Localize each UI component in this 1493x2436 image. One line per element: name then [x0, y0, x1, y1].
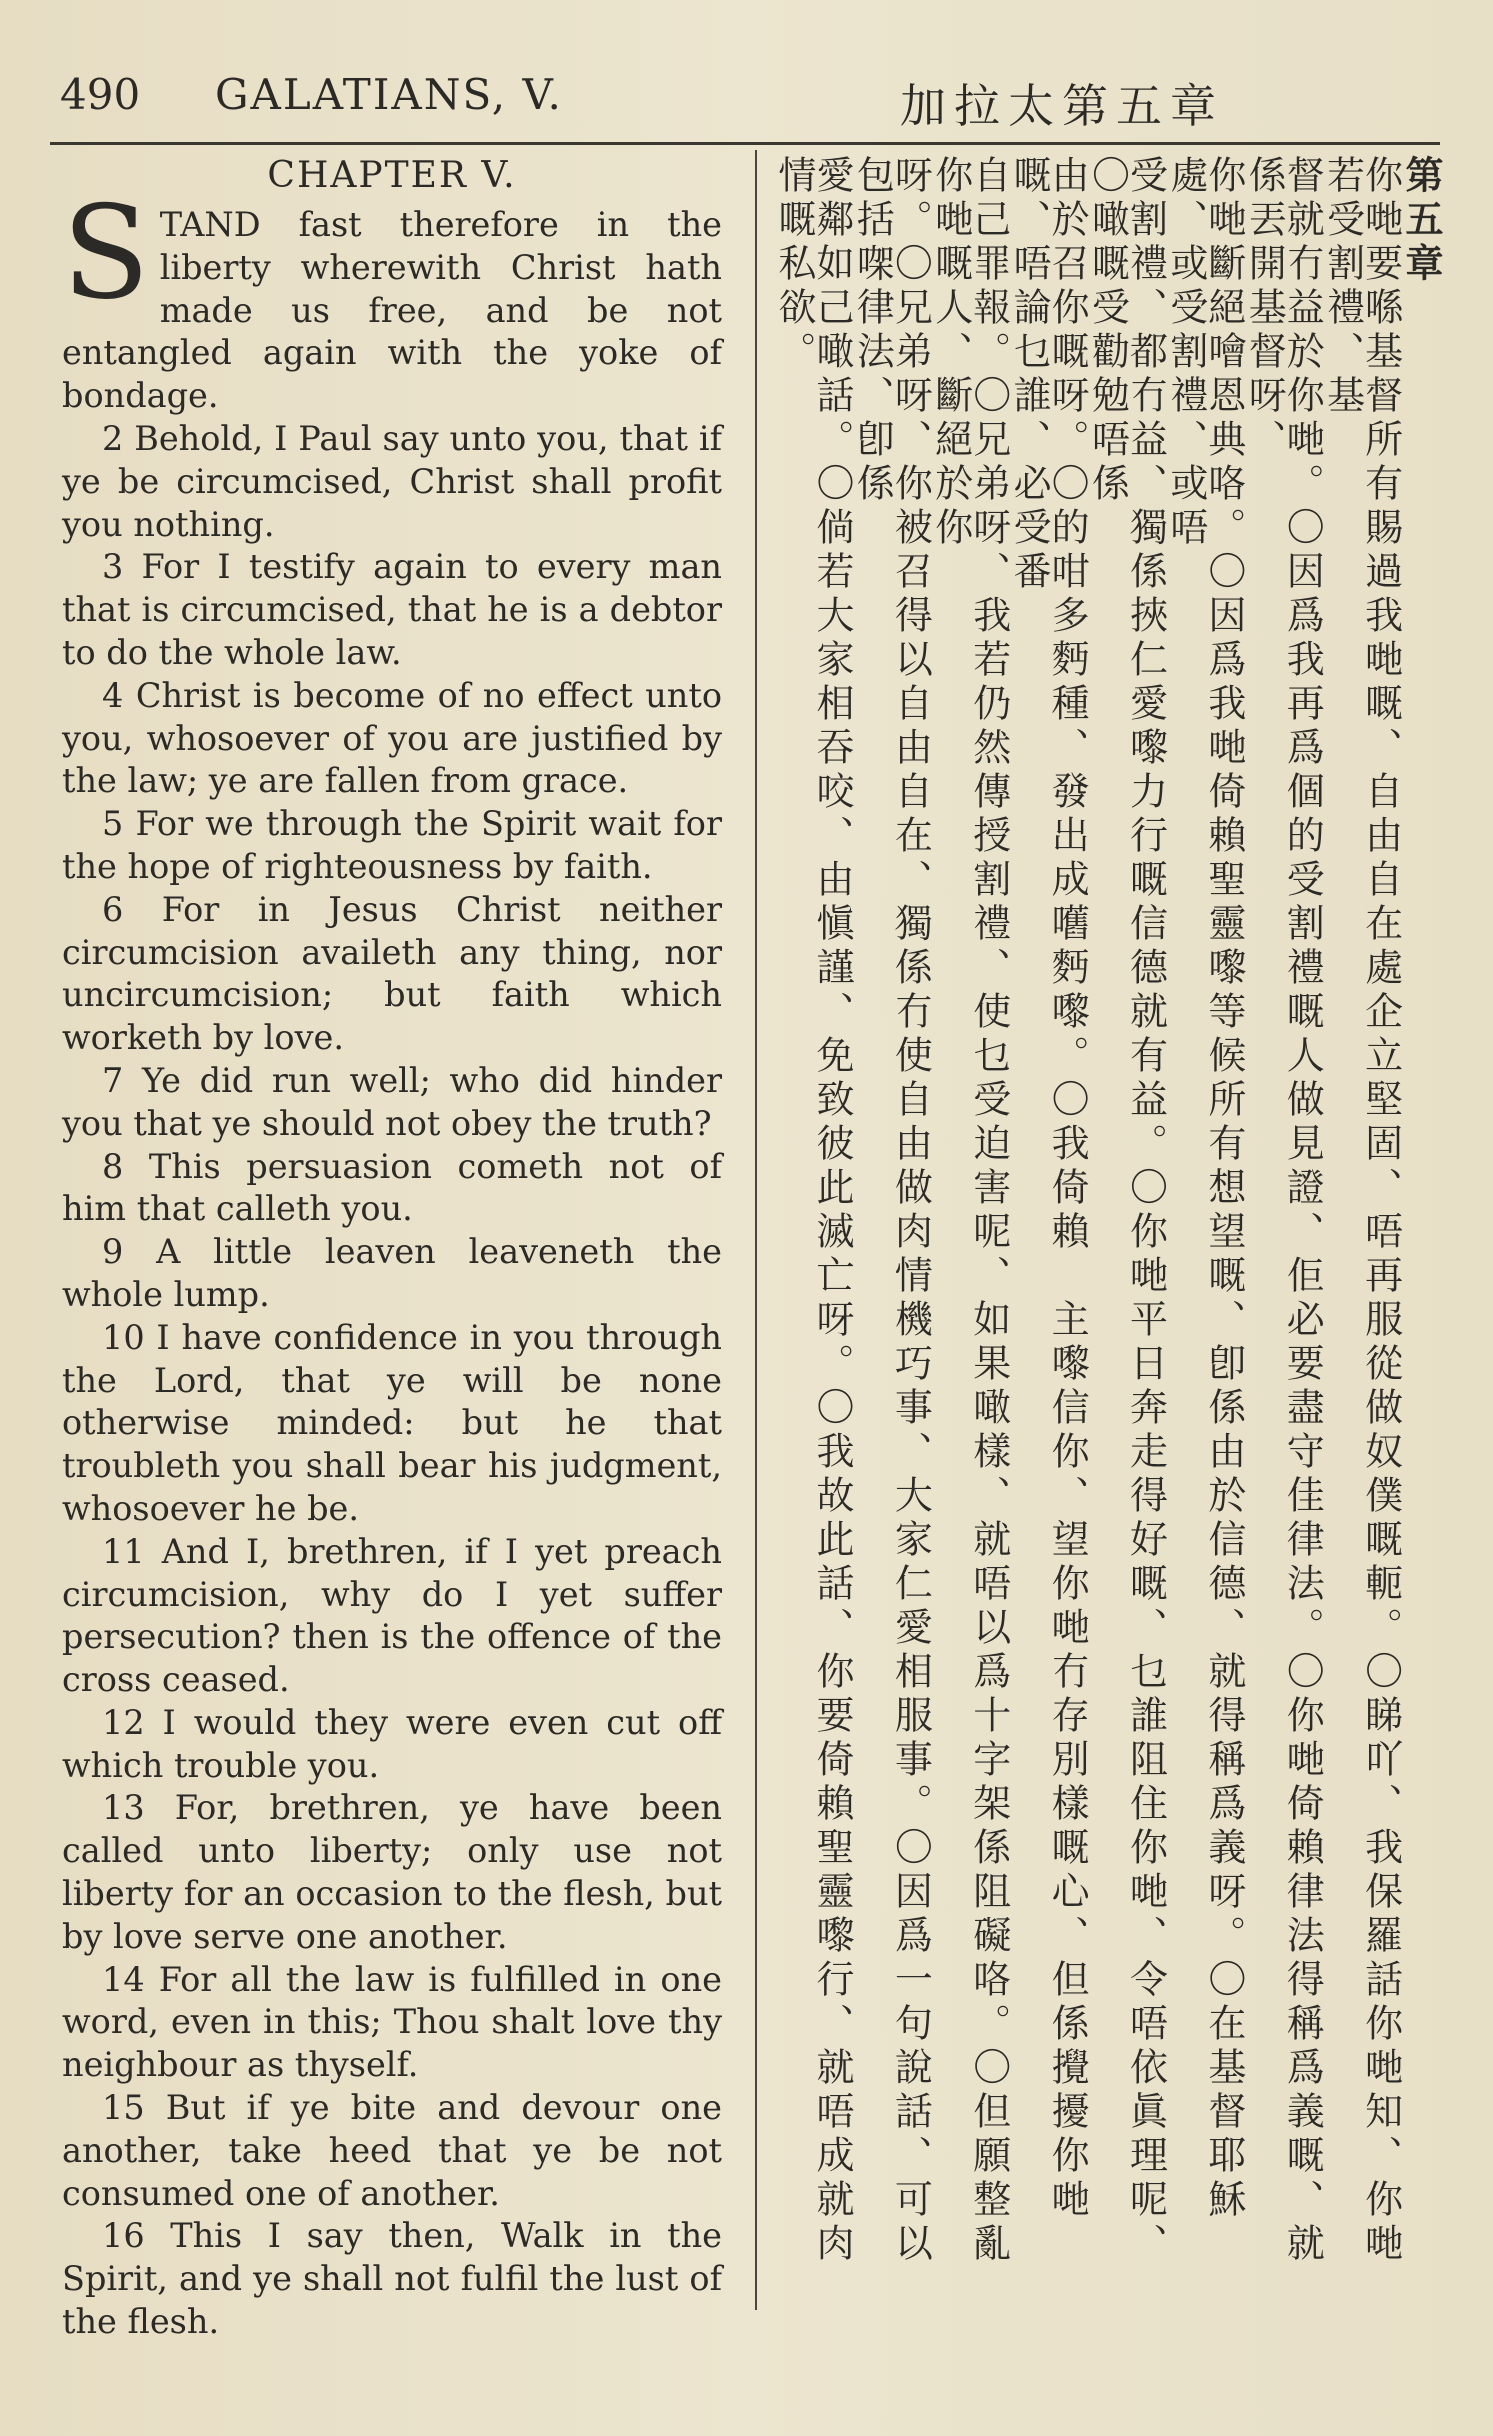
chinese-text-column: 由於召你嘅呀。〇的咁多麪種、發出成嚿麪嚟。〇我倚賴 主嚟信你、望你哋冇存別樣嘅心、但係攪擾你哋嘅、唔論乜誰、必受番	[1007, 155, 1090, 2223]
verse-2: 2 Behold, I Paul say unto you, that if ye be circumcised, Christ shall profit you nothing.	[62, 418, 722, 544]
chinese-text-column: 你哋斷絕噲恩典咯。〇因爲我哋倚賴聖靈嚟等候所有想望嘅、卽係由於信德、就得稱爲義呀。〇在基督耶穌處、或受割禮、或唔	[1163, 155, 1246, 2223]
verse-1-text: TAND fast therefore in the liberty wherewith Christ hath made us free, and be not entangled again with the yoke of bondage.	[62, 205, 722, 416]
verse-10: 10 I have confidence in you through the Lord, that ye will be none otherwise minded: but he that troubleth you shall bear his judgment, whosoever he be.	[62, 1317, 722, 1528]
verse-8: 8 This persuasion cometh not of him that calleth you.	[62, 1146, 722, 1229]
verse-1	[62, 179, 722, 418]
chinese-column	[772, 155, 1443, 2305]
chapter-heading: CHAPTER V.	[267, 155, 517, 196]
verse-6: 6 For in Jesus Christ neither circumcision availeth any thing, nor uncircumcision; but faith which worketh by love.	[62, 889, 722, 1058]
chinese-chapter-heading: 第五章	[1399, 155, 1443, 287]
book-title: GALATIANS, V.	[215, 70, 563, 119]
chinese-text-column: 呀。〇兄弟呀、你被召得以自由自在、獨係冇使自由做肉情機巧事、大家仁愛相服事。〇因爲一句說話、可以包括㗎律法、卽係	[850, 155, 933, 2267]
drop-cap: S	[62, 179, 150, 328]
english-column	[62, 155, 722, 2342]
verse-14: 14 For all the law is fulfilled in one word, even in this; Thou shalt love thy neighbour as thyself.	[62, 1959, 722, 2085]
column-divider	[755, 150, 757, 2310]
verse-12: 12 I would they were even cut off which trouble you.	[62, 1702, 722, 1785]
verse-13: 13 For, brethren, ye have been called unto liberty; only use not liberty for an occasion to the flesh, but by love serve one another.	[62, 1788, 722, 1956]
chinese-text-column: 自己罪報。〇兄弟呀、我若仍然傳授割禮、使乜受迫害呢、如果噉樣、就唔以爲十字架係阻礙咯。〇但願整亂你哋嘅人、斷絕於你	[928, 155, 1011, 2267]
chinese-text-column: 你哋要喺基督所有賜過我哋嘅、自由自在處企立堅固、唔再服從做奴僕嘅軛。〇睇吖、我保羅話你哋知、你哋若受割禮、基	[1320, 155, 1403, 2267]
verse-16: 16 This I say then, Walk in the Spirit, and ye shall not fulfil the lust of the flesh.	[62, 2216, 722, 2342]
header-rule	[50, 142, 1440, 145]
chinese-text-column: 愛鄰如己噉話。〇倘若大家相吞咬、由愼謹、免致彼此滅亡呀。〇我故此話、你要倚賴聖靈嚟行、就唔成就肉情嘅私欲。	[772, 155, 854, 2267]
running-header	[0, 0, 1493, 150]
page-number: 490	[60, 70, 141, 119]
verse-11: 11 And I, brethren, if I yet preach circumcision, why do I yet suffer persecution? then is the offence of the cross ceased.	[62, 1531, 722, 1700]
verse-7: 7 Ye did run well; who did hinder you that ye should not obey the truth?	[62, 1060, 722, 1143]
verse-5: 5 For we through the Spirit wait for the hope of righteousness by faith.	[62, 804, 722, 886]
chinese-text-column: 督就冇益於你哋。〇因爲我再爲個的受割禮嘅人做見證、佢必要盡守佳律法。〇你哋倚賴律法得稱爲義嘅、就係丟開基督呀、	[1242, 155, 1325, 2267]
verse-15: 15 But if ye bite and devour one another, take heed that ye be not consumed one of another.	[62, 2088, 722, 2213]
verse-3: 3 For I testify again to every man that is circumcised, that he is a debtor to do the whole law.	[62, 547, 722, 672]
chinese-running-title: 加拉太第五章	[900, 79, 1224, 133]
chinese-text-column: 受割禮、都冇益、獨係挾仁愛嚟力行嘅信德就有益。〇你哋平日奔走得好嘅、乜誰阻住你哋、令唔依眞理呢、〇噉嘅受勸勉唔係	[1085, 155, 1168, 2267]
verse-4: 4 Christ is become of no effect unto you, whosoever of you are justified by the law; ye are fallen from grace.	[62, 675, 722, 801]
verse-9: 9 A little leaven leaveneth the whole lump.	[62, 1232, 722, 1314]
